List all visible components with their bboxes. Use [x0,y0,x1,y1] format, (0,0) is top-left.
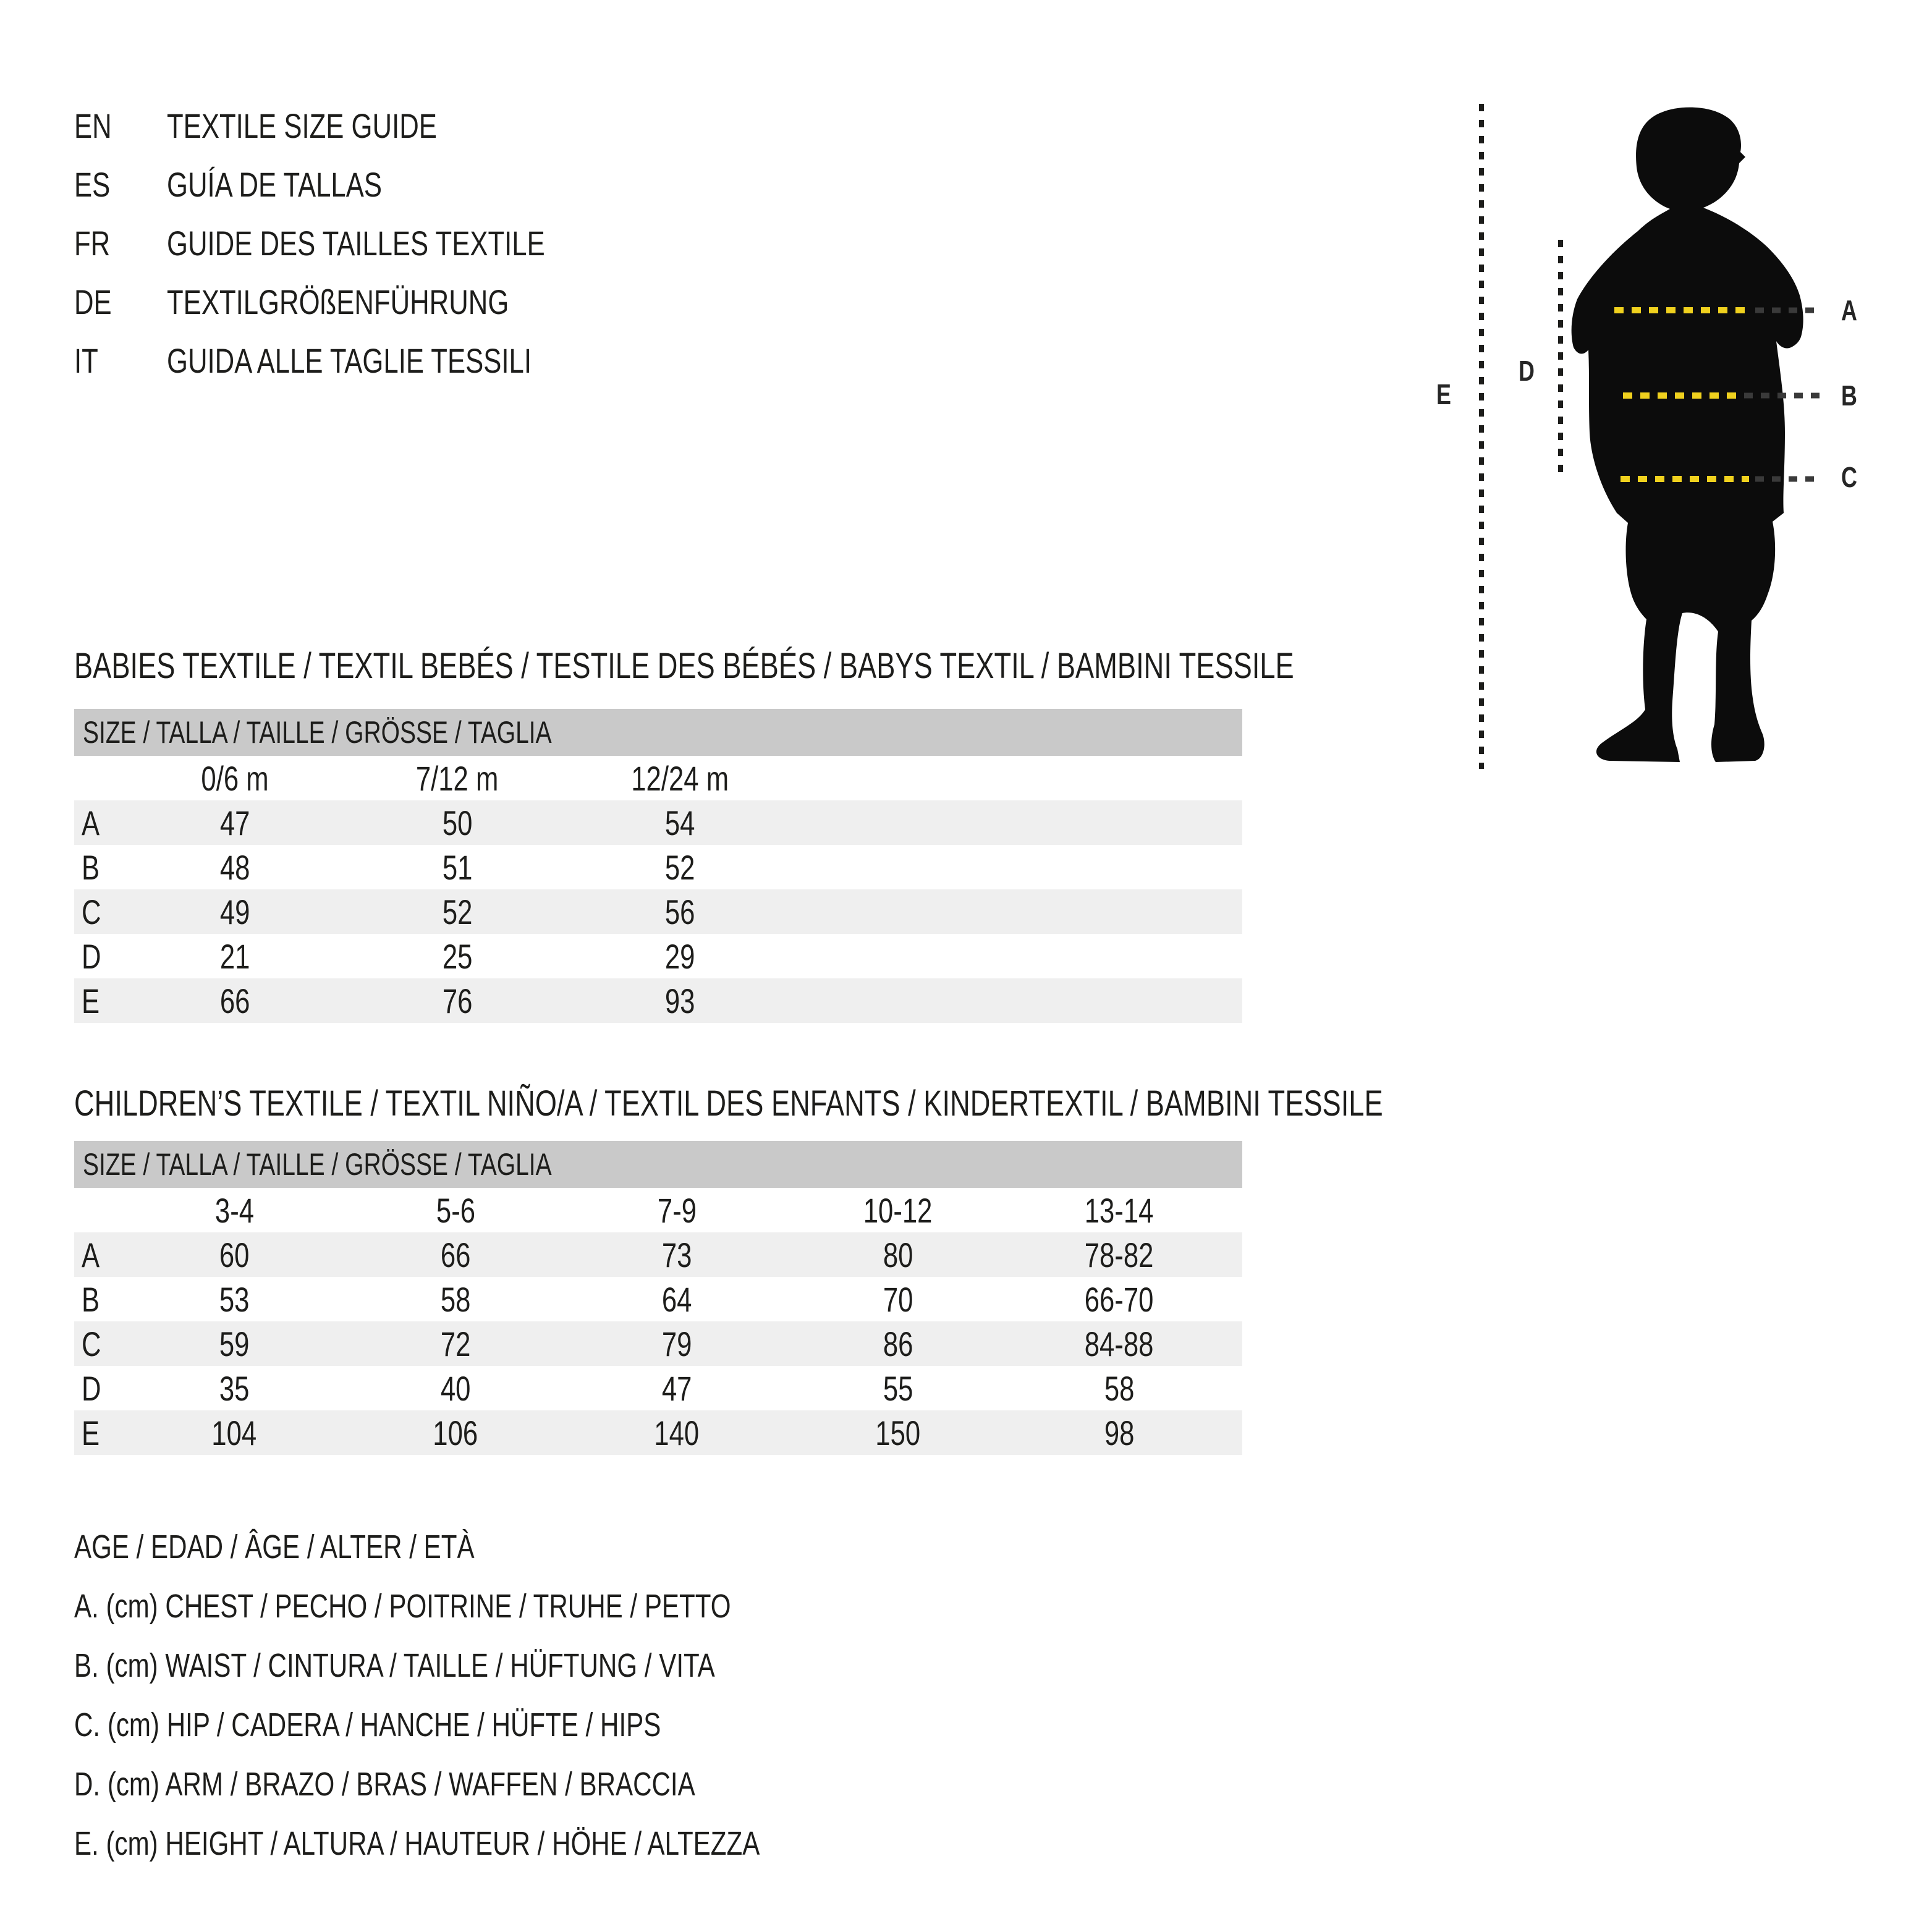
language-row-de [74,273,651,331]
row-label [74,936,124,977]
size-cell [1009,1324,1230,1364]
column-header-text: 10-12 [863,1190,933,1230]
language-code [74,164,167,205]
table-row-e [74,978,1242,1023]
table-row-b [74,1277,1242,1321]
language-row-en [74,96,651,155]
size-cell [566,1279,787,1320]
legend-line-hip [74,1695,953,1755]
table-row-c [74,889,1242,934]
size-value: 55 [883,1368,913,1408]
size-cell [124,892,346,932]
size-cell [345,1235,566,1275]
figure-label-c [1839,460,1859,494]
column-header [346,758,569,799]
size-value: 47 [219,803,250,842]
size-value: 48 [219,847,250,887]
size-value: 72 [440,1324,471,1363]
size-cell [566,1368,787,1409]
size-value: 52 [664,847,695,887]
language-code-text: FR [74,224,111,263]
row-label [74,1368,124,1409]
figure-label-e [1434,378,1454,411]
size-value: 106 [433,1413,478,1452]
column-header [345,1190,566,1231]
column-header [566,1190,787,1231]
size-cell [787,1413,1009,1453]
size-cell [566,1235,787,1275]
column-header-text: 0/6 m [201,758,269,798]
column-header-text: 3-4 [214,1190,254,1230]
figure-label-e-text: E [1436,378,1451,410]
row-label-text: A [82,1235,100,1274]
guide-title [167,106,651,146]
child-silhouette-icon [1572,108,1803,762]
size-cell [124,1413,345,1453]
size-cell [569,803,791,843]
size-cell [124,1279,345,1320]
size-cell [345,1413,566,1453]
column-header-text: 7-9 [657,1190,697,1230]
table-row-a [74,800,1242,845]
size-value: 66 [219,981,250,1020]
size-value: 84-88 [1085,1324,1154,1363]
size-value: 58 [1104,1368,1135,1408]
figure-label-c-text: C [1841,461,1857,493]
size-value: 51 [442,847,473,887]
row-label [74,1413,124,1453]
size-cell [569,981,791,1021]
size-cell [787,1368,1009,1409]
size-value: 40 [440,1368,471,1408]
babies-column-header-row [74,756,1242,800]
size-cell [787,1235,1009,1275]
legend-text: AGE / EDAD / ÂGE / ALTER / ETÀ [74,1528,475,1566]
size-value: 86 [883,1324,913,1363]
size-cell [345,1368,566,1409]
legend-text: D. (cm) ARM / BRAZO / BRAS / WAFFEN / BRACCIA [74,1766,695,1803]
size-cell [566,1324,787,1364]
column-header [787,1190,1009,1231]
size-cell [124,1235,345,1275]
size-cell [346,892,569,932]
table-row-b [74,845,1242,889]
size-value: 25 [442,936,473,976]
table-row-a [74,1232,1242,1277]
size-value: 49 [219,892,250,931]
size-value: 21 [219,936,250,976]
legend-text: B. (cm) WAIST / CINTURA / TAILLE / HÜFTUNG / VITA [74,1647,715,1684]
column-header [124,1190,345,1231]
babies-size-header-bar [74,709,1242,756]
guide-title-text: GUIDE DES TAILLES TEXTILE [167,224,545,263]
row-label-text: E [82,981,100,1020]
row-label-text: D [82,1368,101,1408]
column-header-text: 13-14 [1085,1190,1154,1230]
size-cell [124,803,346,843]
row-label [74,1279,124,1320]
size-cell [346,847,569,888]
language-code-text: EN [74,106,112,145]
legend-line-arm [74,1755,953,1814]
size-value: 52 [442,892,473,931]
guide-title [167,282,651,322]
size-cell [124,847,346,888]
size-value: 150 [875,1413,921,1452]
children-column-header-row [74,1188,1242,1232]
language-code-text: DE [74,282,112,321]
size-cell [345,1279,566,1320]
guide-title [167,223,651,263]
size-value: 59 [219,1324,250,1363]
size-value: 50 [442,803,473,842]
size-cell [569,847,791,888]
legend-line-chest [74,1577,953,1636]
size-cell [787,1324,1009,1364]
column-header [1009,1190,1230,1231]
figure-label-b [1839,379,1859,412]
size-value: 54 [664,803,695,842]
table-row-d [74,934,1242,978]
babies-textile-section [74,644,1294,1023]
measurement-legend [74,1517,953,1873]
table-row-e [74,1410,1242,1455]
language-code [74,106,167,146]
language-code-text: IT [74,341,98,380]
guide-title-text: GUIDA ALLE TAGLIE TESSILI [167,341,532,380]
legend-text: A. (cm) CHEST / PECHO / POITRINE / TRUHE / PETTO [74,1588,731,1625]
children-size-header-text: SIZE / TALLA / TAILLE / GRÖSSE / TAGLIA [83,1147,552,1182]
size-value: 60 [219,1235,250,1274]
children-section-title [74,1082,1383,1126]
size-value: 66-70 [1085,1279,1154,1319]
size-cell [345,1324,566,1364]
language-code [74,341,167,381]
size-cell [124,936,346,977]
size-cell [787,1279,1009,1320]
size-cell [346,936,569,977]
size-cell [1009,1368,1230,1409]
size-cell [124,1324,345,1364]
legend-line-waist [74,1636,953,1695]
figure-label-b-text: B [1841,379,1857,412]
figure-label-d-text: D [1519,355,1535,387]
children-textile-section [74,1082,1383,1455]
guide-title [167,164,651,205]
size-value: 70 [883,1279,913,1319]
size-value: 78-82 [1085,1235,1154,1274]
babies-section-title-text: BABIES TEXTILE / TEXTIL BEBÉS / TESTILE DES BÉBÉS / BABYS TEXTIL / BAMBINI TESSILE [74,646,1294,686]
children-section-title-text: CHILDREN’S TEXTILE / TEXTIL NIÑO/A / TEXTIL DES ENFANTS / KINDERTEXTIL / BAMBINI TESSILE [74,1083,1383,1124]
legend-line-height [74,1814,953,1873]
row-label [74,892,124,932]
figure-label-d [1516,354,1536,388]
legend-text: C. (cm) HIP / CADERA / HANCHE / HÜFTE / HIPS [74,1706,661,1743]
size-value: 56 [664,892,695,931]
row-label-text: B [82,1279,100,1319]
row-label [74,803,124,843]
size-value: 47 [661,1368,692,1408]
language-code [74,282,167,322]
row-label [74,1324,124,1364]
row-label-text: C [82,892,101,931]
language-code [74,223,167,263]
row-label-text: B [82,847,100,887]
size-value: 35 [219,1368,250,1408]
guide-title-text: TEXTILGRÖßENFÜHRUNG [167,282,509,321]
row-label-text: D [82,936,101,976]
size-cell [569,892,791,932]
guide-title [167,341,651,381]
language-row-it [74,331,651,390]
column-header-text: 7/12 m [416,758,499,798]
guide-title-text: GUÍA DE TALLAS [167,165,382,204]
size-value: 93 [664,981,695,1020]
babies-section-title [74,644,1294,688]
size-cell [569,936,791,977]
size-cell [346,981,569,1021]
figure-label-a [1839,294,1859,327]
children-size-header-bar [74,1141,1242,1188]
row-label-text: E [82,1413,100,1452]
size-value: 58 [440,1279,471,1319]
column-header [569,758,791,799]
language-title-block [74,96,651,390]
size-value: 29 [664,936,695,976]
size-value: 66 [440,1235,471,1274]
column-header [124,758,346,799]
column-header-text: 12/24 m [631,758,729,798]
size-cell [1009,1413,1230,1453]
size-value: 76 [442,981,473,1020]
table-row-c [74,1321,1242,1366]
language-row-es [74,155,651,214]
language-code-text: ES [74,165,111,204]
row-label [74,847,124,888]
row-label-text: A [82,803,100,842]
babies-size-header-text: SIZE / TALLA / TAILLE / GRÖSSE / TAGLIA [83,715,552,750]
size-value: 98 [1104,1413,1135,1452]
size-value: 104 [211,1413,257,1452]
size-cell [346,803,569,843]
row-label-text: C [82,1324,101,1363]
row-label [74,981,124,1021]
size-cell [566,1413,787,1453]
language-row-fr [74,214,651,273]
size-cell [124,1368,345,1409]
row-label [74,1235,124,1275]
size-cell [1009,1279,1230,1320]
size-value: 80 [883,1235,913,1274]
measurement-figure [1409,87,1932,791]
legend-line-age [74,1517,953,1577]
size-cell [124,981,346,1021]
column-header-text: 5-6 [436,1190,475,1230]
size-value: 53 [219,1279,250,1319]
size-cell [1009,1235,1230,1275]
figure-label-a-text: A [1841,294,1857,326]
size-value: 79 [661,1324,692,1363]
size-value: 73 [661,1235,692,1274]
size-value: 64 [661,1279,692,1319]
legend-text: E. (cm) HEIGHT / ALTURA / HAUTEUR / HÖHE / ALTEZZA [74,1825,760,1862]
guide-title-text: TEXTILE SIZE GUIDE [167,106,437,145]
table-row-d [74,1366,1242,1410]
size-value: 140 [654,1413,700,1452]
